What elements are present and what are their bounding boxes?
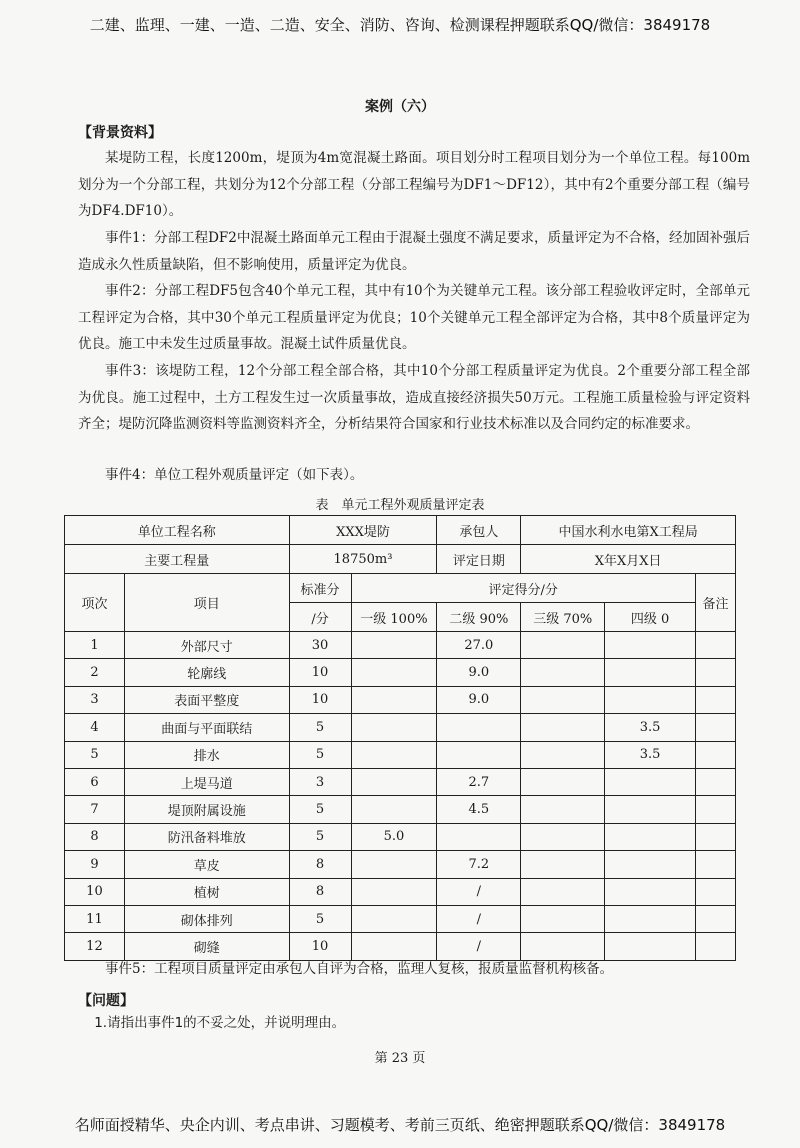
row-grade-1 (351, 659, 437, 686)
contractor-value: 中国水利水电第X工程局 (521, 516, 736, 545)
row-grade-4 (605, 851, 696, 878)
row-std: 10 (289, 659, 351, 686)
grade-header-1: 一级 100% (351, 603, 437, 632)
col-header-no: 项次 (65, 574, 125, 632)
row-remark (695, 741, 735, 768)
grade-header-3: 三级 70% (521, 603, 605, 632)
main-quantity-value: 18750m³ (289, 545, 437, 574)
row-grade-2: / (437, 878, 521, 905)
row-item: 植树 (124, 878, 289, 905)
table-row (65, 686, 736, 713)
unit-name-label: 单位工程名称 (65, 516, 290, 545)
row-grade-2: / (437, 933, 521, 960)
row-item: 外部尺寸 (124, 632, 289, 659)
contractor-label: 承包人 (437, 516, 521, 545)
unit-name-value: XXX堤防 (289, 516, 437, 545)
table-row (65, 823, 736, 850)
row-no: 6 (65, 768, 125, 795)
row-no: 9 (65, 851, 125, 878)
row-std: 10 (289, 933, 351, 960)
paragraph-event-3: 事件3：该堤防工程，12个分部工程全部合格，其中10个分部工程质量评定为优良。2个重要分部工程全部为优良。施工过程中，土方工程发生过一次质量事故，造成直接经济损失50万元。工程施工质量检验与评定资料齐全；堤防沉降监测资料等监测资料齐全，分析结果符合国家和行业技术标准以及合同约定的标准要求。 (78, 363, 750, 432)
col-header-std-top: 标准分 (289, 574, 351, 603)
paragraph-intro: 某堤防工程，长度1200m，堤顶为4m宽混凝土路面。项目划分时工程项目划分为一个单位工程。每100m划分为一个分部工程，共划分为12个分部工程（分部工程编号为DF1～DF12），其中有2个重要分部工程（编号为DF4.DF10）。 (78, 150, 750, 219)
row-grade-3 (521, 741, 605, 768)
col-header-item: 项目 (124, 574, 289, 632)
table-row (65, 878, 736, 905)
row-grade-3 (521, 768, 605, 795)
row-grade-3 (521, 905, 605, 932)
row-grade-4 (605, 686, 696, 713)
row-remark (695, 714, 735, 741)
eval-date-value: X年X月X日 (521, 545, 736, 574)
table-row (65, 768, 736, 795)
footer-banner: 名师面授精华、央企内训、考点串讲、习题模考、考前三页纸、绝密押题联系QQ/微信：3849178 (74, 1116, 726, 1134)
grade-header-4: 四级 0 (605, 603, 696, 632)
background-heading: 【背景资料】 (78, 125, 162, 141)
row-std: 8 (289, 878, 351, 905)
col-header-remark: 备注 (695, 574, 735, 632)
table-row (65, 632, 736, 659)
row-item: 上堤马道 (124, 768, 289, 795)
row-grade-2: 2.7 (437, 768, 521, 795)
row-remark (695, 905, 735, 932)
paragraph-event-2: 事件2：分部工程DF5包含40个单元工程，其中有10个为关键单元工程。该分部工程验收评定时，全部单元工程评定为合格，其中30个单元工程质量评定为优良；10个关键单元工程全部评定为合格，其中8个质量评定为优良。施工中未发生过质量事故。混凝土试件质量优良。 (78, 283, 750, 352)
appearance-quality-table (64, 515, 736, 961)
row-no: 2 (65, 659, 125, 686)
row-no: 1 (65, 632, 125, 659)
row-grade-3 (521, 632, 605, 659)
row-item: 防汛备料堆放 (124, 823, 289, 850)
table-row (65, 796, 736, 823)
row-grade-4 (605, 905, 696, 932)
row-remark (695, 768, 735, 795)
row-no: 7 (65, 796, 125, 823)
row-grade-1 (351, 851, 437, 878)
row-grade-2: 27.0 (437, 632, 521, 659)
table-caption: 表 单元工程外观质量评定表 (315, 498, 485, 513)
question-heading: 【问题】 (78, 993, 134, 1009)
row-item: 表面平整度 (124, 686, 289, 713)
table-body (65, 632, 736, 961)
row-std: 8 (289, 851, 351, 878)
table-row (65, 905, 736, 932)
row-grade-2: / (437, 905, 521, 932)
row-std: 30 (289, 632, 351, 659)
row-grade-3 (521, 851, 605, 878)
page-number: 第 23 页 (374, 1051, 426, 1066)
row-grade-1 (351, 768, 437, 795)
row-item: 砌体排列 (124, 905, 289, 932)
row-grade-2: 9.0 (437, 659, 521, 686)
question-1: 1.请指出事件1的不妥之处，并说明理由。 (94, 1015, 346, 1031)
row-std: 5 (289, 905, 351, 932)
row-grade-4 (605, 632, 696, 659)
row-grade-1 (351, 905, 437, 932)
row-item: 轮廓线 (124, 659, 289, 686)
row-grade-3 (521, 686, 605, 713)
row-grade-4 (605, 796, 696, 823)
row-item: 堤顶附属设施 (124, 796, 289, 823)
row-grade-1 (351, 796, 437, 823)
row-grade-3 (521, 796, 605, 823)
row-grade-3 (521, 659, 605, 686)
table-row (65, 714, 736, 741)
table-row (65, 659, 736, 686)
row-grade-4 (605, 768, 696, 795)
row-grade-2: 9.0 (437, 686, 521, 713)
case-title: 案例（六） (365, 99, 435, 115)
row-no: 12 (65, 933, 125, 960)
row-grade-4 (605, 823, 696, 850)
row-remark (695, 878, 735, 905)
row-grade-1 (351, 741, 437, 768)
row-grade-4: 3.5 (605, 714, 696, 741)
paragraph-event-1: 事件1：分部工程DF2中混凝土路面单元工程由于混凝土强度不满足要求，质量评定为不合格，经加固补强后造成永久性质量缺陷，但不影响使用，质量评定为优良。 (78, 230, 750, 273)
row-remark (695, 632, 735, 659)
row-grade-2: 4.5 (437, 796, 521, 823)
row-std: 3 (289, 768, 351, 795)
row-grade-1 (351, 632, 437, 659)
row-item: 排水 (124, 741, 289, 768)
row-item: 曲面与平面联结 (124, 714, 289, 741)
row-no: 3 (65, 686, 125, 713)
row-no: 11 (65, 905, 125, 932)
row-remark (695, 686, 735, 713)
paragraph-event-4: 事件4：单位工程外观质量评定（如下表）。 (105, 467, 364, 483)
row-item: 草皮 (124, 851, 289, 878)
row-std: 5 (289, 796, 351, 823)
row-no: 8 (65, 823, 125, 850)
row-grade-1 (351, 686, 437, 713)
row-grade-2: 7.2 (437, 851, 521, 878)
row-remark (695, 659, 735, 686)
row-std: 5 (289, 714, 351, 741)
row-std: 10 (289, 686, 351, 713)
row-grade-4: 3.5 (605, 741, 696, 768)
row-grade-1 (351, 878, 437, 905)
row-no: 5 (65, 741, 125, 768)
row-grade-3 (521, 878, 605, 905)
row-no: 4 (65, 714, 125, 741)
grade-header-2: 二级 90% (437, 603, 521, 632)
row-remark (695, 823, 735, 850)
row-grade-4 (605, 659, 696, 686)
row-grade-3 (521, 823, 605, 850)
eval-date-label: 评定日期 (437, 545, 521, 574)
row-grade-4 (605, 878, 696, 905)
row-grade-2 (437, 714, 521, 741)
header-banner: 二建、监理、一建、一造、二造、安全、消防、咨询、检测课程押题联系QQ/微信：3849178 (89, 16, 711, 34)
paragraph-event-5: 事件5：工程项目质量评定由承包人自评为合格，监理人复核，报质量监督机构核备。 (105, 961, 614, 977)
row-grade-1: 5.0 (351, 823, 437, 850)
col-header-score: 评定得分/分 (351, 574, 695, 603)
main-quantity-label: 主要工程量 (65, 545, 290, 574)
row-std: 5 (289, 741, 351, 768)
row-remark (695, 851, 735, 878)
row-std: 5 (289, 823, 351, 850)
table-row (65, 741, 736, 768)
row-grade-2 (437, 741, 521, 768)
col-header-std-bottom: /分 (289, 603, 351, 632)
row-no: 10 (65, 878, 125, 905)
row-grade-3 (521, 714, 605, 741)
row-grade-2 (437, 823, 521, 850)
row-grade-1 (351, 714, 437, 741)
table-row (65, 851, 736, 878)
row-item: 砌缝 (124, 933, 289, 960)
row-remark (695, 796, 735, 823)
